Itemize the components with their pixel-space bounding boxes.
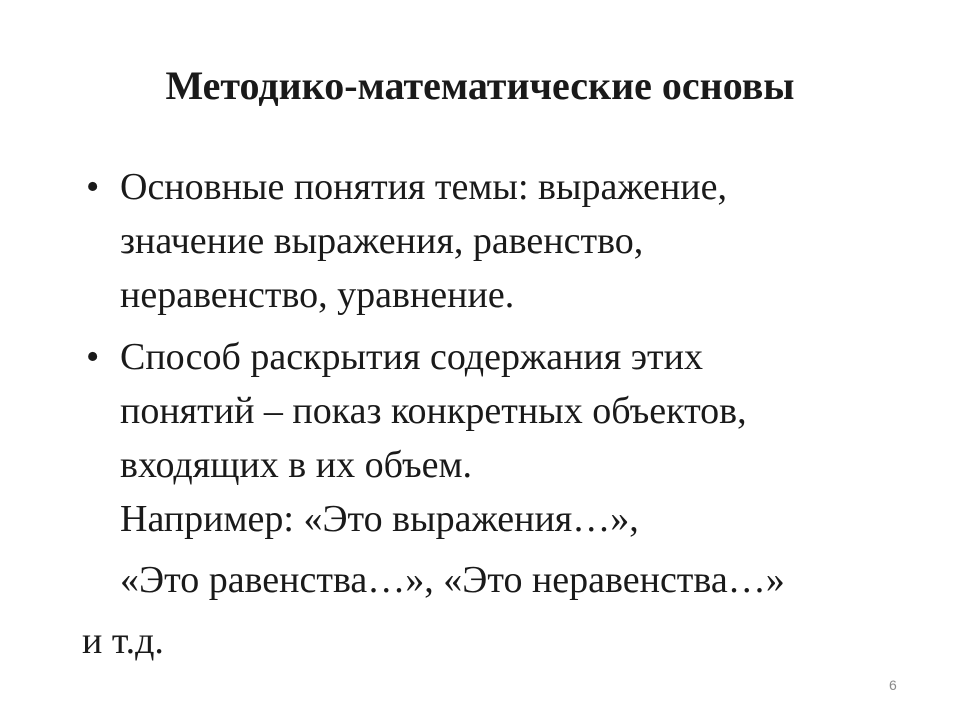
page-number: 6	[889, 677, 897, 693]
bullet-line: понятий – показ конкретных объектов,	[120, 390, 747, 432]
bullet-item-concepts	[120, 160, 727, 322]
slide-title: Методико-математические основы	[165, 63, 795, 108]
bullet-item-method	[120, 330, 747, 492]
example-line: Например: «Это выражения…»,	[120, 498, 639, 540]
bullet-line: Способ раскрытия содержания этих	[120, 336, 703, 378]
example-line: «Это равенства…», «Это неравенства…»	[120, 559, 785, 601]
closing-text: и т.д.	[82, 620, 164, 662]
bullet-line: Основные понятия темы: выражение,	[120, 166, 727, 208]
bullet-line: входящих в их объем.	[120, 444, 473, 486]
bullet-marker: •	[86, 166, 100, 208]
bullet-marker: •	[86, 336, 100, 378]
bullet-line: неравенство, уравнение.	[120, 274, 515, 316]
bullet-line: значение выражения, равенство,	[120, 220, 644, 262]
